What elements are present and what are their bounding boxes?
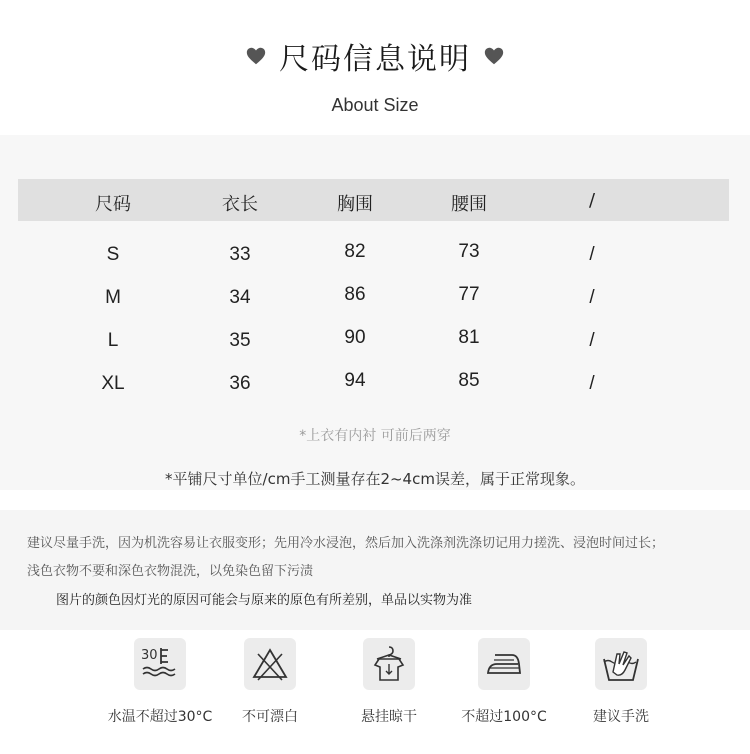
svg-text:30: 30 — [141, 648, 158, 663]
lining-note: *上衣有内衬 可前后两穿 — [299, 428, 451, 444]
care-item-no-bleach — [205, 638, 335, 726]
table-header-cell: 胸围 — [337, 194, 373, 215]
table-header-cell: / — [588, 190, 596, 211]
table-cell: XL — [101, 373, 125, 394]
table-cell: 36 — [229, 373, 251, 394]
care-label: 悬挂晾干 — [361, 709, 417, 725]
no-bleach-icon — [248, 642, 292, 686]
care-label: 水温不超过30°C — [107, 709, 213, 725]
page-title: 尺码信息说明 — [279, 42, 471, 77]
care-item-hang-dry — [324, 638, 454, 726]
table-header-cell: 腰围 — [451, 194, 487, 215]
table-cell: / — [589, 287, 595, 308]
care-label: 不超过100°C — [461, 709, 547, 725]
care-item-iron — [439, 638, 569, 726]
table-cell: / — [589, 244, 595, 265]
care-line-3: 图片的颜色因灯光的原因可能会与原来的原色有所差别，单品以实物为准 — [56, 593, 473, 608]
care-instructions — [0, 510, 750, 630]
care-line-1: 建议尽量手洗，因为机洗容易让衣服变形；先用冷水浸泡，然后加入洗涤剂洗涤切记用力搓洗、浸泡时间过长； — [27, 536, 665, 551]
table-cell: 94 — [344, 370, 366, 391]
care-icons-row — [0, 630, 750, 754]
table-cell: 77 — [458, 284, 480, 305]
table-cell: 86 — [344, 284, 366, 305]
iron-icon — [482, 642, 526, 686]
page-subtitle: About Size — [331, 95, 419, 115]
table-cell: / — [589, 373, 595, 394]
care-line-2: 浅色衣物不要和深色衣物混洗，以免染色留下污渍 — [27, 564, 314, 579]
care-label: 建议手洗 — [593, 709, 649, 725]
wash-30-icon — [138, 642, 182, 686]
table-header-cell: 尺码 — [95, 194, 131, 215]
table-cell: 82 — [344, 241, 366, 262]
size-table-panel — [0, 135, 750, 490]
heart-icon — [483, 45, 505, 67]
table-cell: 81 — [458, 327, 480, 348]
care-label: 不可漂白 — [242, 709, 298, 725]
table-cell: 33 — [229, 244, 251, 265]
measure-note: *平铺尺寸单位/cm手工测量存在2~4cm误差，属于正常现象。 — [165, 470, 585, 488]
table-cell: / — [589, 330, 595, 351]
table-cell: 90 — [344, 327, 366, 348]
table-cell: 85 — [458, 370, 480, 391]
header — [0, 0, 750, 135]
table-cell: 35 — [229, 330, 251, 351]
table-cell: 34 — [229, 287, 251, 308]
table-cell: M — [105, 287, 121, 308]
care-item-hand-wash — [556, 638, 686, 726]
table-cell: 73 — [458, 241, 480, 262]
table-cell: S — [106, 244, 120, 265]
title-row — [0, 34, 750, 78]
table-cell: L — [107, 330, 119, 351]
hand-wash-icon — [599, 642, 643, 686]
heart-icon — [245, 45, 267, 67]
hang-dry-icon — [367, 642, 411, 686]
table-header-cell: 衣长 — [222, 194, 258, 215]
